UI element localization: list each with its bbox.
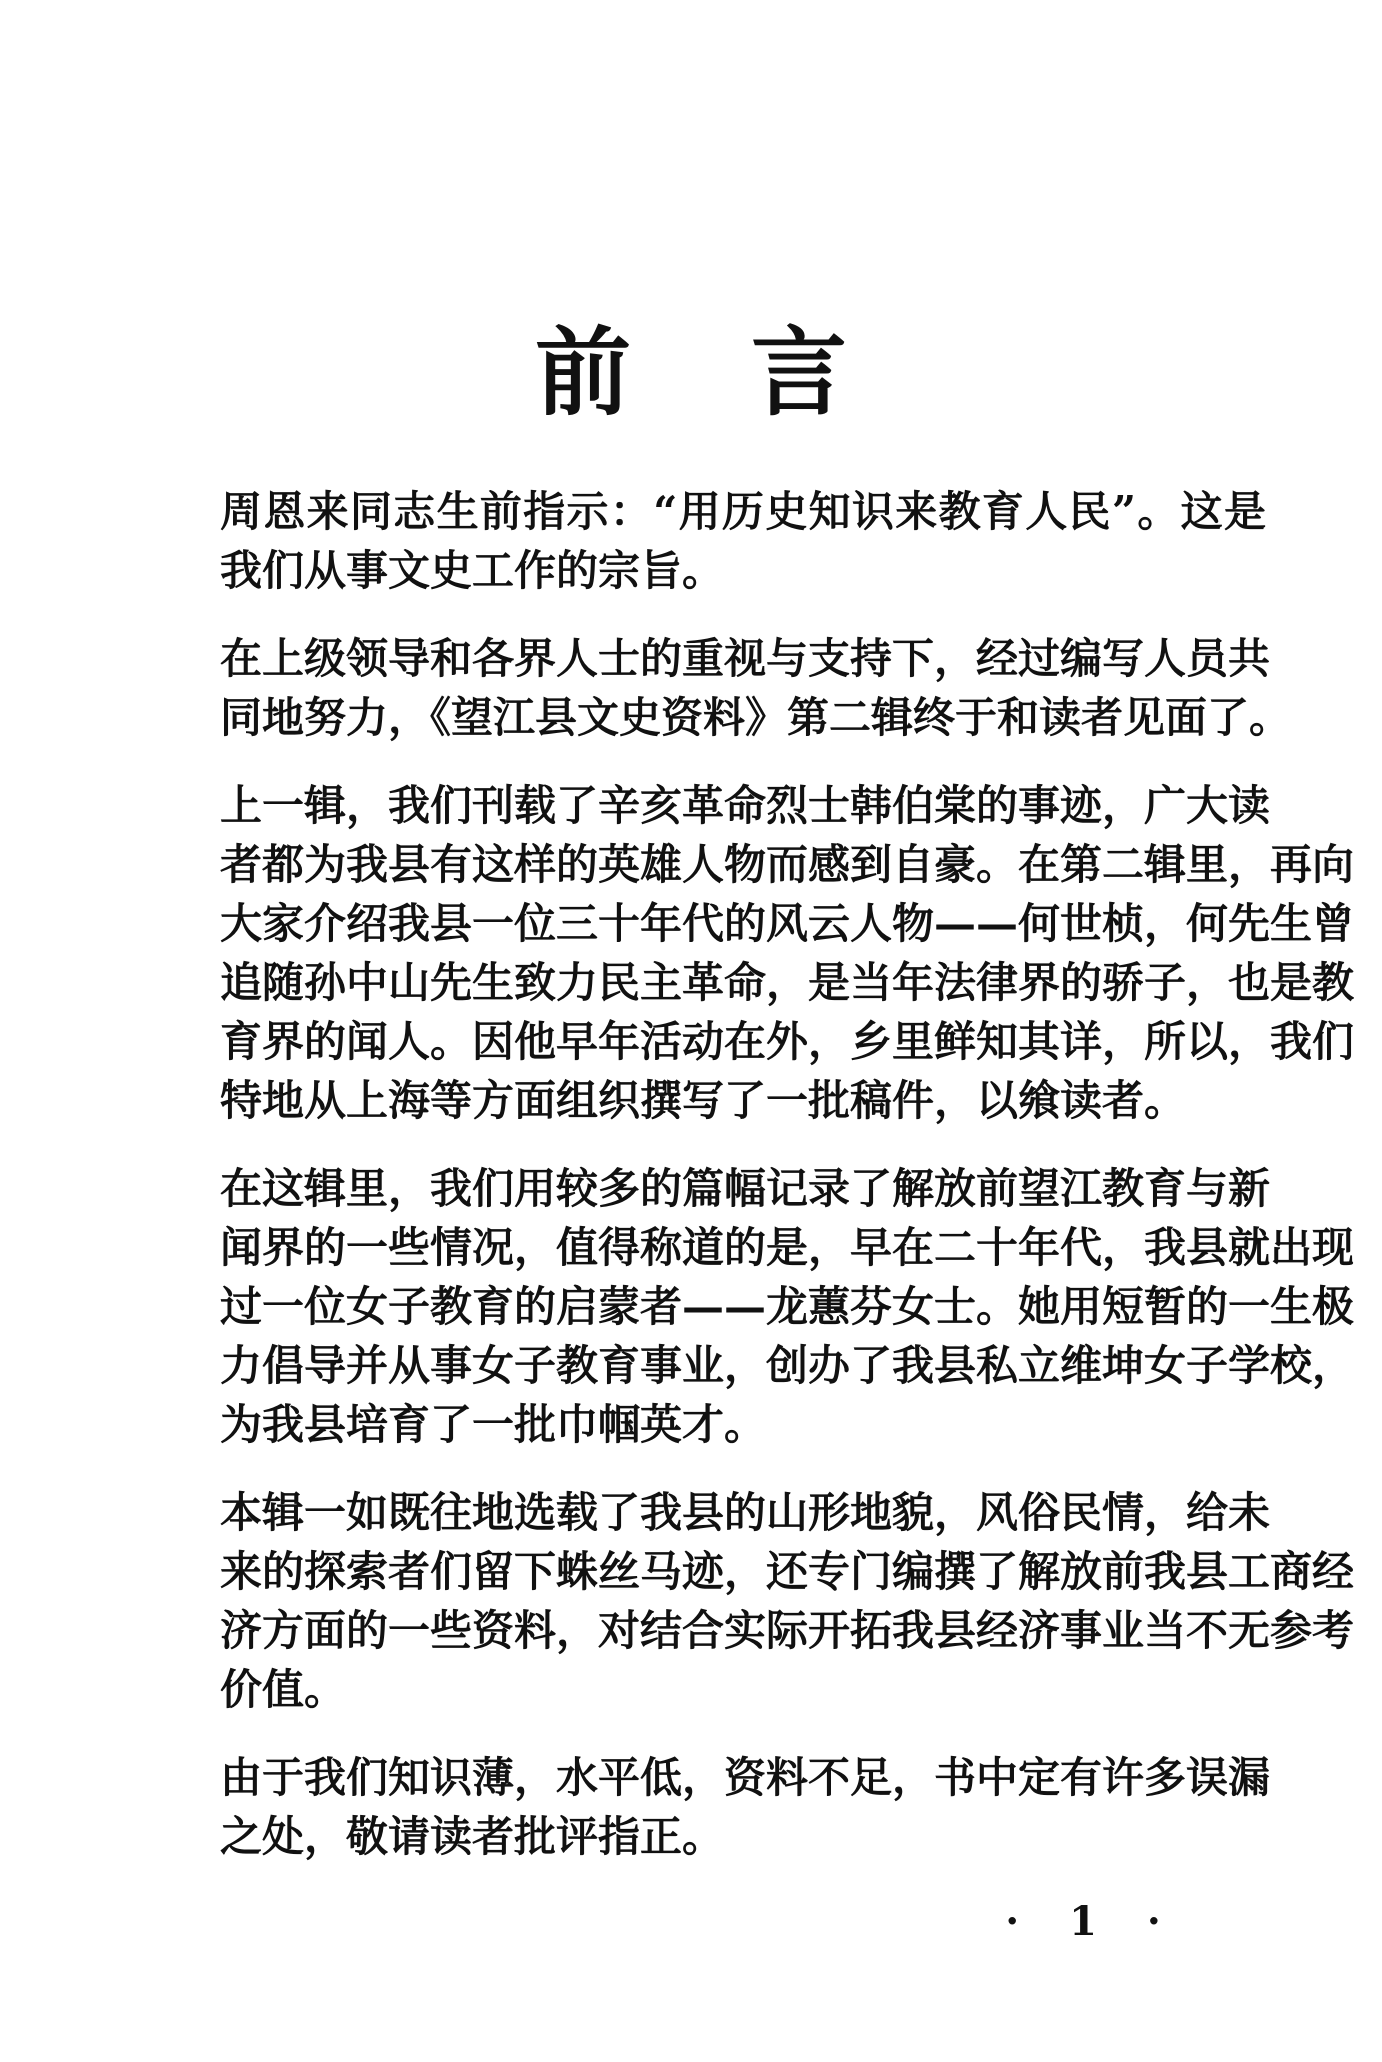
text-line: 在上级领导和各界人士的重视与支持下，经过编写人员共 (220, 634, 1271, 683)
text-line: 我们从事文史工作的宗旨。 (220, 546, 725, 595)
text-line: 同地努力，《望江县文史资料》第二辑终于和读者见面了。 (220, 693, 1292, 742)
text-line: 来的探索者们留下蛛丝马迹，还专门编撰了解放前我县工商经 (220, 1547, 1355, 1596)
text-line: 周恩来同志生前指示：“用历史知识来教育人民”。这是 (220, 487, 1266, 536)
text-line: 者都为我县有这样的英雄人物而感到自豪。在第二辑里，再向 (220, 840, 1355, 889)
text-line: 在这辑里，我们用较多的篇幅记录了解放前望江教育与新 (220, 1164, 1271, 1213)
text-line: 育界的闻人。因他早年活动在外，乡里鲜知其详，所以，我们 (220, 1017, 1355, 1066)
text-line: 本辑一如既往地选载了我县的山形地貌，风俗民情，给未 (220, 1488, 1271, 1537)
preface-title (0, 318, 1382, 428)
text-line: 由于我们知识薄，水平低，资料不足，书中定有许多误漏 (220, 1753, 1271, 1802)
text-line: 大家介绍我县一位三十年代的风云人物——何世桢，何先生曾 (220, 899, 1355, 948)
title-char-1: 前 (535, 317, 631, 429)
text-line: 闻界的一些情况，值得称道的是，早在二十年代，我县就出现 (220, 1223, 1355, 1272)
title-char-2: 言 (751, 317, 847, 429)
text-line: 力倡导并从事女子教育事业，创办了我县私立维坤女子学校， (220, 1341, 1355, 1390)
text-line: 之处，敬请读者批评指正。 (220, 1812, 725, 1861)
paragraph-1 (136, 482, 1266, 600)
paragraph-6 (136, 1748, 1271, 1866)
preface-body (136, 482, 1355, 1866)
text-line: 为我县培育了一批巾帼英才。 (220, 1400, 767, 1449)
text-line: 过一位女子教育的启蒙者——龙蕙芬女士。她用短暂的一生极 (220, 1282, 1355, 1331)
paragraph-2 (136, 629, 1292, 747)
paragraph-5 (136, 1483, 1355, 1719)
text-line: 价值。 (220, 1665, 347, 1714)
text-line: 追随孙中山先生致力民主革命，是当年法律界的骄子，也是教 (220, 958, 1355, 1007)
text-line: 济方面的一些资料，对结合实际开拓我县经济事业当不无参考 (220, 1606, 1355, 1655)
paragraph-3 (136, 776, 1355, 1130)
paragraph-4 (136, 1159, 1355, 1454)
page-number: · 1 · (1005, 1898, 1179, 1945)
text-line: 上一辑，我们刊载了辛亥革命烈士韩伯棠的事迹，广大读 (220, 781, 1271, 830)
text-line: 特地从上海等方面组织撰写了一批稿件，以飨读者。 (220, 1076, 1187, 1125)
